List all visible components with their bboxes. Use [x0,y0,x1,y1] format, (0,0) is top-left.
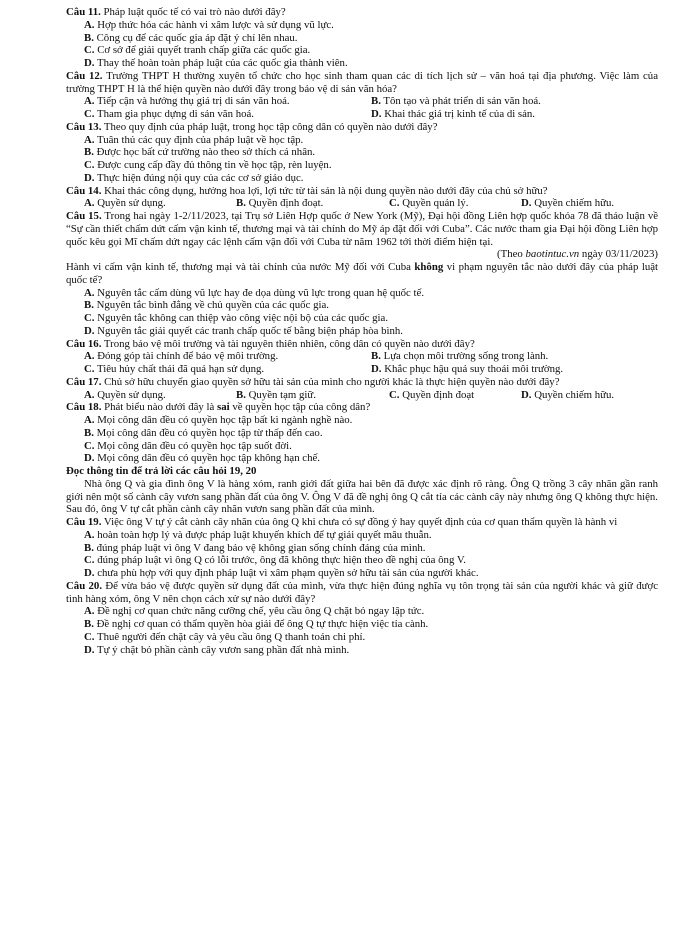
option-b: B. Nguyên tắc bình đẳng về chủ quyền của các quốc gia. [84,299,329,312]
option-d: D. Thực hiện đúng nội quy của các cơ sở giáo dục. [84,171,304,184]
option-d: D. Nguyên tắc giải quyết các tranh chấp quốc tế bằng biện pháp hòa bình. [84,324,404,337]
question-text: Theo quy định của pháp luật, trong học tập công dân có quyền nào dưới đây? [103,120,438,133]
option-d: D. Thay thế hoàn toàn pháp luật của các quốc gia thành viên. [84,57,348,69]
question-text: Trường THPT H thường xuyên tổ chức cho học sinh tham quan các di tích lịch sử – văn hoá tại địa phương. Việc làm của trường THPT H là thể hiện quyền nào dưới đây trong bảo vệ di sản văn hóa? [66,69,658,95]
option-c: C. Mọi công dân đều có quyền học tập suốt đời. [84,439,292,452]
option-d: D. Tự ý chặt bỏ phần cành cây vươn sang phần đất nhà mình. [84,643,350,656]
question-number: Câu 14. [66,184,102,197]
options-row [66,95,658,108]
question-13 [66,121,658,134]
option-b: B. Quyền tạm giữ. [236,388,316,401]
question-number: Câu 20. [66,579,103,592]
option-c: C. Nguyên tắc không can thiệp vào công việc nội bộ của các quốc gia. [84,312,389,324]
scenario-paragraph: Nhà ông Q và gia đình ông V là hàng xóm, ranh giới đất giữa hai bên đã được xác định rõ ràng. Ông Q trồng 3 cây nhãn gần ranh giới nên một số cành cây vươn sang phần đất của ông V. Ông V đã đề nghị ông Q cắt tỉa các cành cây này nhưng ông Q không thực hiện. Sau đó, ông V tự cắt phần cành cây nhãn vươn sang phần đất của mình. [66,477,658,516]
source-citation: (Theo baotintuc.vn ngày 03/11/2023) [497,248,658,261]
question-text: Trong bảo vệ môi trường và tài nguyên thiên nhiên, công dân có quyền nào dưới đây? [103,337,475,350]
question-number: Câu 13. [66,120,102,133]
option-b: B. Lựa chọn môi trường sống trong lành. [371,350,549,363]
option-b: B. đúng pháp luật vì ông V đang bảo vệ không gian sống chính đáng của mình. [84,541,426,554]
question-text: Để vừa bảo vệ được quyền sử dụng đất của mình, vừa thực hiện đúng nghĩa vụ tôn trọng tài sản của người khác và giữ được tình hàng xóm, ông V nên chọn cách xử sự nào dưới đây? [66,579,658,605]
option-a: A. Mọi công dân đều có quyền học tập bất kì ngành nghề nào. [84,414,353,426]
question-14 [66,185,658,198]
option-b: B. Được học bất cứ trường nào theo sở thích cá nhân. [84,146,316,159]
option-a: A. Tuân thủ các quy định của pháp luật về học tập. [84,133,304,146]
option-b: B. Đề nghị cơ quan có thẩm quyền hòa giải để ông Q tự thực hiện việc tỉa cành. [84,618,429,630]
question-15 [66,210,658,248]
option-a: A. Tiếp cận và hưởng thụ giá trị di sản văn hoá. [84,95,290,108]
option-d: D. Mọi công dân đều có quyền học tập không hạn chế. [84,452,320,465]
question-number: Câu 16. [66,337,102,350]
question-text: Chủ sở hữu chuyển giao quyền sở hữu tài sản của mình cho người khác là thực hiện quyền nào dưới đây? [104,375,560,388]
question-text: Pháp luật quốc tế có vai trò nào dưới đây? [103,6,286,18]
option-d: D. Quyền chiếm hữu. [521,197,615,210]
option-c: C. Tiêu hủy chất thải đã quá hạn sử dụng. [84,363,265,375]
option-c: C. Tham gia phục dựng di sản văn hoá. [84,108,254,120]
question-17 [66,376,658,389]
options-row [66,389,658,402]
question-number: Câu 11. [66,6,101,18]
options-row [66,350,658,363]
options-row [66,108,658,121]
question-19 [66,516,658,529]
option-c: C. Được cung cấp đầy đủ thông tin về học tập, rèn luyện. [84,159,332,171]
question-text: Việc ông V tự ý cắt cành cây nhãn của ông Q khi chưa có sự đồng ý hay quyết định của cơ quan thẩm quyền là hành vi [103,516,618,528]
option-c: C. Thuê người đến chặt cây và yêu cầu ông Q thanh toán chi phí. [84,630,366,643]
option-c: C. đúng pháp luật vì ông Q có lỗi trước, ông đã không thực hiện theo đề nghị của ông V. [84,554,466,567]
options-row [66,363,658,376]
question-20 [66,580,658,606]
question-18: Câu 18. Phát biểu nào dưới đây là sai về quyền học tập của công dân? [66,401,371,414]
option-b: B. Công cụ để các quốc gia áp đặt ý chí lên nhau. [84,31,298,44]
option-a: A. Nguyên tắc cấm dùng vũ lực hay đe dọa dùng vũ lực trong quan hệ quốc tế. [84,286,425,299]
option-d: D. Quyền chiếm hữu. [521,388,615,401]
question-stem: Hành vi cấm vận kinh tế, thương mại và tài chính của nước Mỹ đối với Cuba không vi phạm nguyên tắc nào dưới đây của pháp luật quốc tế? [66,261,659,286]
option-b: B. Quyền định đoạt. [236,197,324,210]
option-c: C. Quyền quản lý. [389,197,469,210]
question-text: Khai thác công dụng, hưởng hoa lợi, lợi tức từ tài sản là nội dung quyền nào dưới đây của chủ sở hữu? [104,184,548,197]
option-a: A. Quyền sử dụng. [84,388,166,401]
option-c: C. Cơ sở để giải quyết tranh chấp giữa các quốc gia. [84,44,311,57]
option-a: A. Hợp thức hóa các hành vi xâm lược và sử dụng vũ lực. [84,18,334,31]
question-number: Câu 19. [66,516,102,528]
section-title: Đọc thông tin để trả lời các câu hỏi 19, 20 [66,465,257,477]
option-a: A. Quyền sử dụng. [84,197,166,210]
question-11 [66,6,658,19]
question-number: Câu 18. [66,401,102,414]
option-d: D. Khai thác giá trị kinh tế của di sản. [371,108,536,120]
question-12 [66,70,658,96]
question-text: Trong hai ngày 1-2/11/2023, tại Trụ sở Liên Hợp quốc ở New York (Mỹ), Đại hội đồng Liên hợp quốc khóa 78 đã thảo luận về “Sự cần thiết chấm dứt cấm vận kinh tế, thương mại và tài chính do Mỹ áp đặt đối với Cuba”. Các nước tham gia Đại hội đồng Liên hợp quốc kêu gọi Mĩ chấm dứt ngay các lệnh cấm vận đối với Cuba từ năm 1962 tới thời điểm hiện tại. [66,210,659,248]
option-b: B. Mọi công dân đều có quyền học tập từ thấp đến cao. [84,426,323,439]
option-a: A. Đóng góp tài chính để bảo vệ môi trường. [84,350,279,363]
option-d: D. Khắc phục hậu quả suy thoái môi trường. [371,363,564,375]
options-row [66,197,658,210]
question-16 [66,338,658,351]
option-a: A. hoàn toàn hợp lý và được pháp luật khuyến khích để tự giải quyết mâu thuẫn. [84,528,432,541]
option-c: C. Quyền định đoạt [389,388,475,401]
question-number: Câu 15. [66,210,102,222]
option-a: A. Đề nghị cơ quan chức năng cưỡng chế, yêu cầu ông Q chặt bỏ ngay lập tức. [84,605,425,618]
option-b: B. Tôn tạo và phát triển di sản văn hoá. [371,95,541,108]
question-number: Câu 12. [66,69,103,82]
option-d: D. chưa phù hợp với quy định pháp luật vì xâm phạm quyền sở hữu tài sản của người khác. [84,567,479,579]
question-number: Câu 17. [66,375,102,388]
